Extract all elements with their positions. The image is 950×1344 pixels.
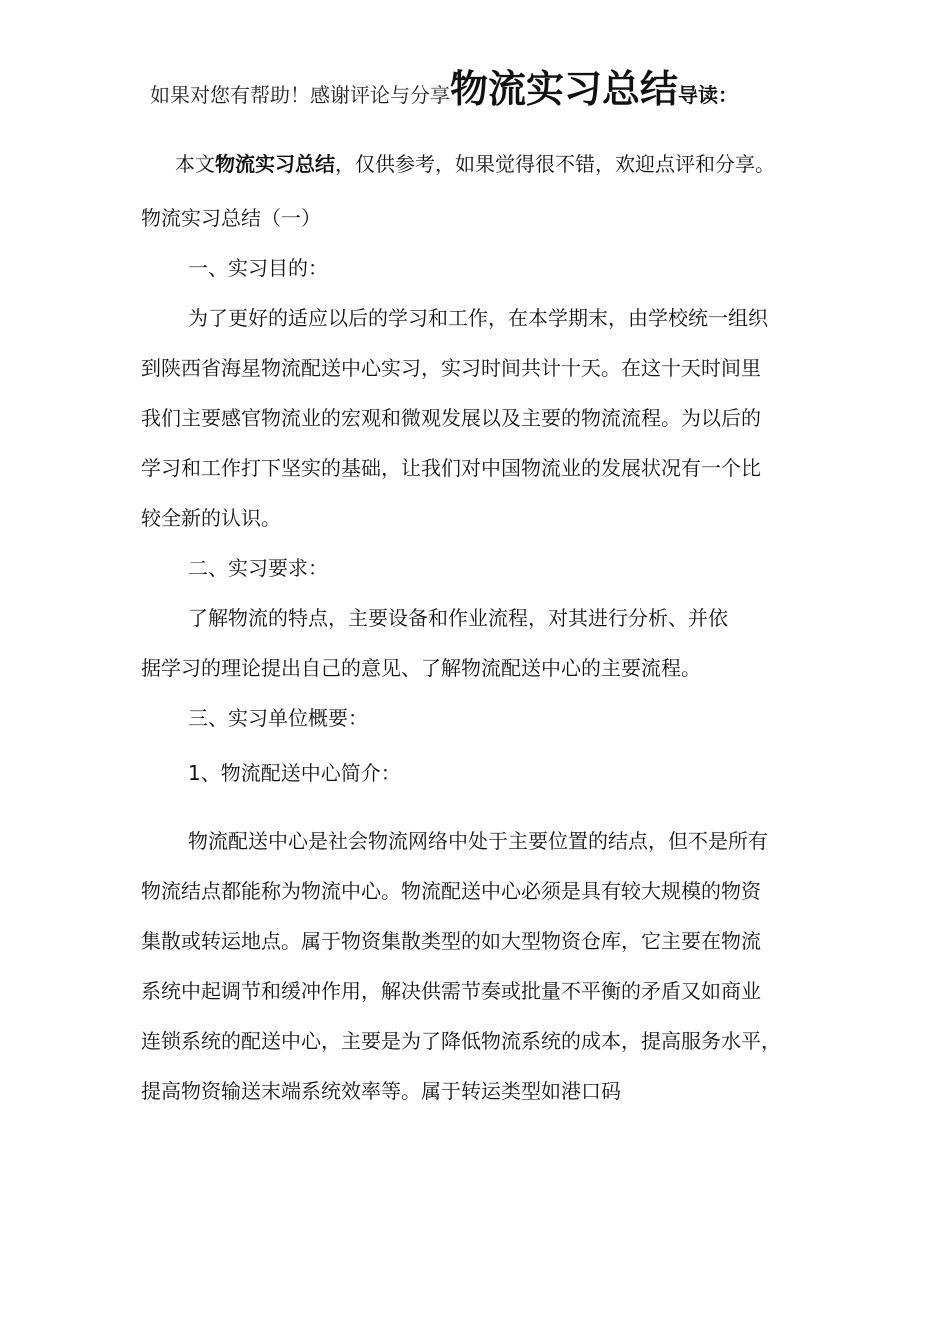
paragraph-line: 我们主要感官物流业的宏观和微观发展以及主要的物流流程。为以后的 [141,406,761,430]
paragraph-line: 到陕西省海星物流配送中心实习，实习时间共计十天。在这十天时间里 [141,356,761,380]
paragraph-line: 集散或转运地点。属于物资集散类型的如大型物资仓库，它主要在物流 [141,929,761,953]
paragraph-line: 物流结点都能称为物流中心。物流配送中心必须是具有较大规模的物资 [141,879,761,903]
heading-unit-overview: 三、实习单位概要： [188,706,368,730]
document-title: 物流实习总结 [450,67,679,111]
paragraph-line: 提高物资输送末端系统效率等。属于转运类型如港口码 [141,1079,621,1103]
paragraph-line: 物流配送中心是社会物流网络中处于主要位置的结点，但不是所有 [188,829,768,853]
paragraph-line: 据学习的理论提出自己的意见、了解物流配送中心的主要流程。 [141,656,701,680]
intro-bold-title: 物流实习总结 [215,152,335,176]
header-prefix: 如果对您有帮助！感谢评论与分享 [150,83,450,107]
paragraph-line: 系统中起调节和缓冲作用，解决供需节奏或批量不平衡的矛盾又如商业 [141,979,761,1003]
paragraph-line: 为了更好的适应以后的学习和工作，在本学期末，由学校统一组织 [188,306,768,330]
intro-lead: 本文 [175,152,215,176]
paragraph-line: 了解物流的特点，主要设备和作业流程，对其进行分析、并依 [188,606,728,630]
paragraph-line: 较全新的认识。 [141,506,281,530]
heading-purpose: 一、实习目的： [188,256,328,280]
intro-paragraph [175,150,775,178]
header-suffix: 导读： [678,83,739,107]
intro-rest: ，仅供参考，如果觉得很不错，欢迎点评和分享。 [335,152,775,176]
document-header [150,64,738,122]
subheading-center-intro: 1、物流配送中心简介： [188,761,401,785]
heading-requirements: 二、实习要求： [188,556,328,580]
section-title: 物流实习总结（一） [141,206,321,230]
paragraph-line: 连锁系统的配送中心，主要是为了降低物流系统的成本，提高服务水平， [141,1029,781,1053]
paragraph-line: 学习和工作打下坚实的基础，让我们对中国物流业的发展状况有一个比 [141,456,761,480]
